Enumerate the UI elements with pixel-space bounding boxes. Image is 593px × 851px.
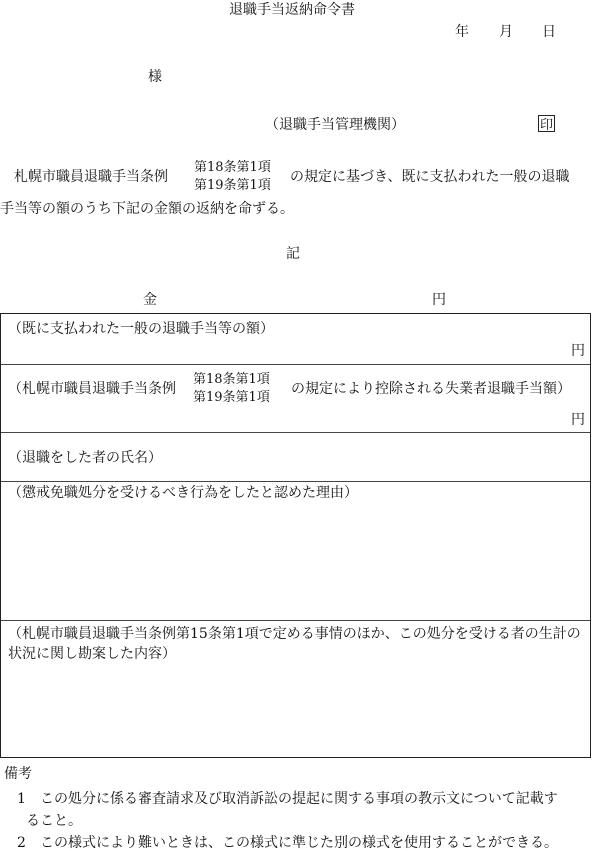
date-month-label: 月 (499, 24, 513, 40)
seal-stamp: 印 (538, 115, 555, 132)
row-paid-amount (1, 314, 590, 365)
issuer-label: （退職手当管理機関） (265, 117, 405, 133)
details-table (0, 313, 591, 758)
row-deducted-suffix: の規定により控除される失業者退職手当額） (291, 381, 571, 397)
amount-label: 金 (143, 292, 157, 308)
body-text-line1: の規定に基づき、既に支払われた一般の退職 (290, 169, 570, 185)
body-article-19: 第19条第1項 (194, 178, 271, 193)
body-text-line2: 手当等の額のうち下記の金額の返納を命ずる。 (0, 201, 294, 217)
row-considered-line1: （札幌市職員退職手当条例第15条第1項で定める事情のほか、この処分を受ける者の生計の (8, 626, 581, 642)
row-considered-line2: 状況に関し勘案した内容） (8, 646, 176, 662)
row-dismissal-reason (1, 482, 590, 621)
row-considered-circumstances (1, 621, 590, 759)
body-ordinance-name: 札幌市職員退職手当条例 (14, 169, 168, 185)
note-2-text: この様式により難いときは、この様式に準じた別の様式を使用することができる。 (40, 835, 558, 851)
amount-unit: 円 (432, 292, 446, 308)
note-1-text-line1: この処分に係る審査請求及び取消訴訟の提起に関する事項の教示文について記載す (40, 791, 558, 807)
addressee-suffix: 様 (148, 69, 162, 85)
row-deducted-unit: 円 (571, 412, 585, 428)
row-retiree-name-label: （退職をした者の氏名） (8, 450, 162, 466)
row-deducted-article-18: 第18条第1項 (193, 372, 270, 387)
row-dismissal-reason-label: （懲戒免職処分を受けるべき行為をしたと認めた理由） (8, 485, 358, 501)
row-deducted-prefix: （札幌市職員退職手当条例 (8, 381, 176, 397)
row-retiree-name (1, 433, 590, 482)
note-1-number: 1 (17, 791, 26, 807)
row-paid-amount-unit: 円 (571, 343, 585, 359)
row-deducted-amount (1, 365, 590, 433)
document-title: 退職手当返納命令書 (229, 2, 355, 18)
note-1-text-line2: ること。 (26, 813, 82, 829)
notes-heading: 備考 (4, 766, 32, 782)
row-deducted-article-19: 第19条第1項 (193, 390, 270, 405)
date-day-label: 日 (542, 24, 556, 40)
body-article-18: 第18条第1項 (194, 160, 271, 175)
date-year-label: 年 (455, 24, 469, 40)
note-2-number: 2 (17, 835, 26, 851)
ki-heading: 記 (286, 246, 300, 262)
row-paid-amount-label: （既に支払われた一般の退職手当等の額） (8, 321, 274, 337)
